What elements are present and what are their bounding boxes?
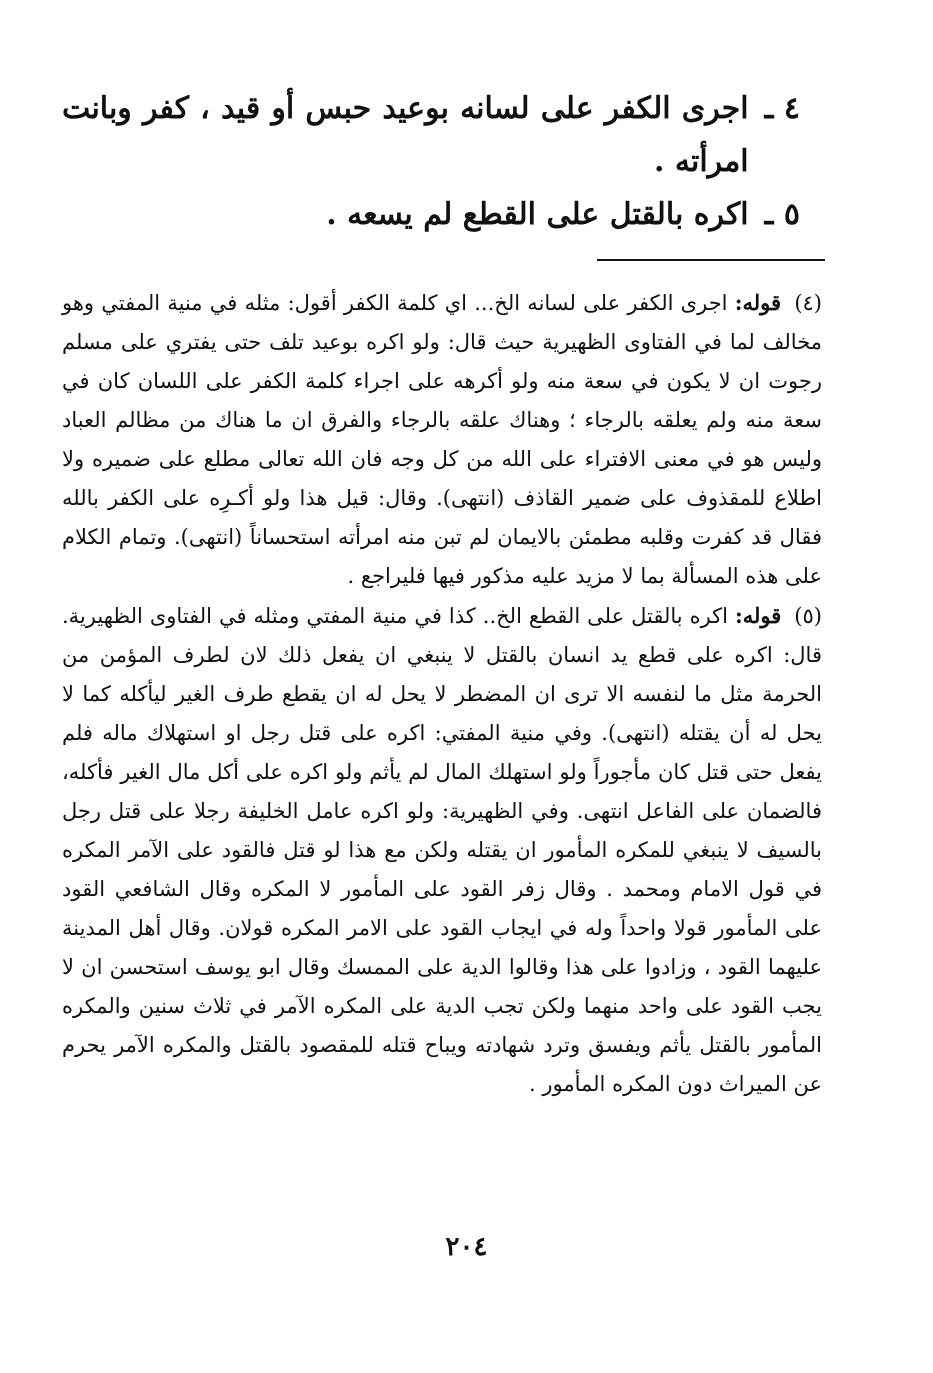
footnote-head: قوله: [734, 290, 782, 315]
main-item-text: اكره بالقتل على القطع لم يسعه . [326, 197, 749, 232]
main-item-number: ٤ ـ [764, 91, 800, 126]
main-item-4 [62, 82, 800, 188]
footnote-text: اكره بالقتل على القطع الخ.. كذا في منية المفتي ومثله في الفتاوى الظهيرية. قال: اكره على قطع يد انسان بالقتل لا ينبغي ان يفعل ذلك لان لطرف المؤمن من الحرمة مثل ما لنفسه الا ترى ان المضطر لا يحل له ان يقطع طرف الغير ليأكله كما لا يحل له أن يقتله (انتهى). وفي منية المفتي: اكره على قتل رجل او استهلاك ماله فلم يفعل حتى قتل كان مأجوراً ولو استهلك المال لم يأثم ولو اكره على أكل مال الغير فأكله، فالضمان على الفاعل انتهى. وفي الظهيرية: ولو اكره عامل الخليفة رجلا على قتل رجل بالسيف لا ينبغي للمكره المأمور ان يقتله ولكن مع هذا لو قتل فالقود على الآمر المكره في قول الامام ومحمد . وقال زفر القود على المأمور لا المكره وقال الشافعي القود على المأمور قولا واحداً وله في ايجاب القود على الامر المكره قولان. وقال أهل المدينة عليهما القود ، وزادوا على هذا وقالوا الدية على الممسك وقال ابو يوسف استحسن ان لا يجب القود على واحد منهما ولكن تجب الدية على المكره الآمر في ثلاث سنين والمكره المأمور بالقتل يأثم ويفسق وترد شهادته ويباح قتله للمقصود بالقتل والمكره الآمر يحرم عن الميراث دون المكره المأمور . [62, 604, 822, 1096]
footnote-number: (٤) [794, 291, 822, 315]
footnote-text: اجرى الكفر على لسانه الخ... اي كلمة الكفر أقول: مثله في منية المفتي وهو مخالف لما في الفتاوى الظهيرية حيث قال: ولو اكره بوعيد تلف حتى يفتري على مسلم رجوت ان لا يكون في سعة منه ولو أكرهه على اجراء كلمة الكفر على اللسان كان في سعة منه ولم يعلقه بالرجاء ؛ وهناك علقه بالرجاء والفرق ان ما هناك من مظالم العباد وليس هو في معنى الافتراء على الله من كل وجه فان الله تعالى مطلع على ضميره ولا اطلاع للمقذوف على ضمير القاذف (انتهى). وقال: قيل هذا ولو أكـرِه على الكفر بالله فقال قد كفرت وقلبه مطمئن بالايمان لم تبن منه امرأته استحساناً (انتهى). وتمام الكلام على هذه المسألة بما لا مزيد عليه مذكور فيها فليراجع . [62, 291, 822, 588]
footnote-head: قوله: [735, 603, 782, 628]
page-number: ٢٠٤ [445, 1232, 488, 1262]
main-item-text: اجرى الكفر على لسانه بوعيد حبس أو قيد ، كفر وبانت امرأته . [62, 91, 749, 179]
footnote-number: (٥) [794, 604, 822, 628]
main-text [62, 82, 800, 241]
main-item-5 [62, 188, 800, 241]
footnotes [62, 283, 822, 1104]
main-item-number: ٥ ـ [764, 197, 800, 232]
footnote-4 [62, 283, 822, 596]
footnote-5 [62, 596, 822, 1104]
footnote-separator [597, 259, 825, 261]
